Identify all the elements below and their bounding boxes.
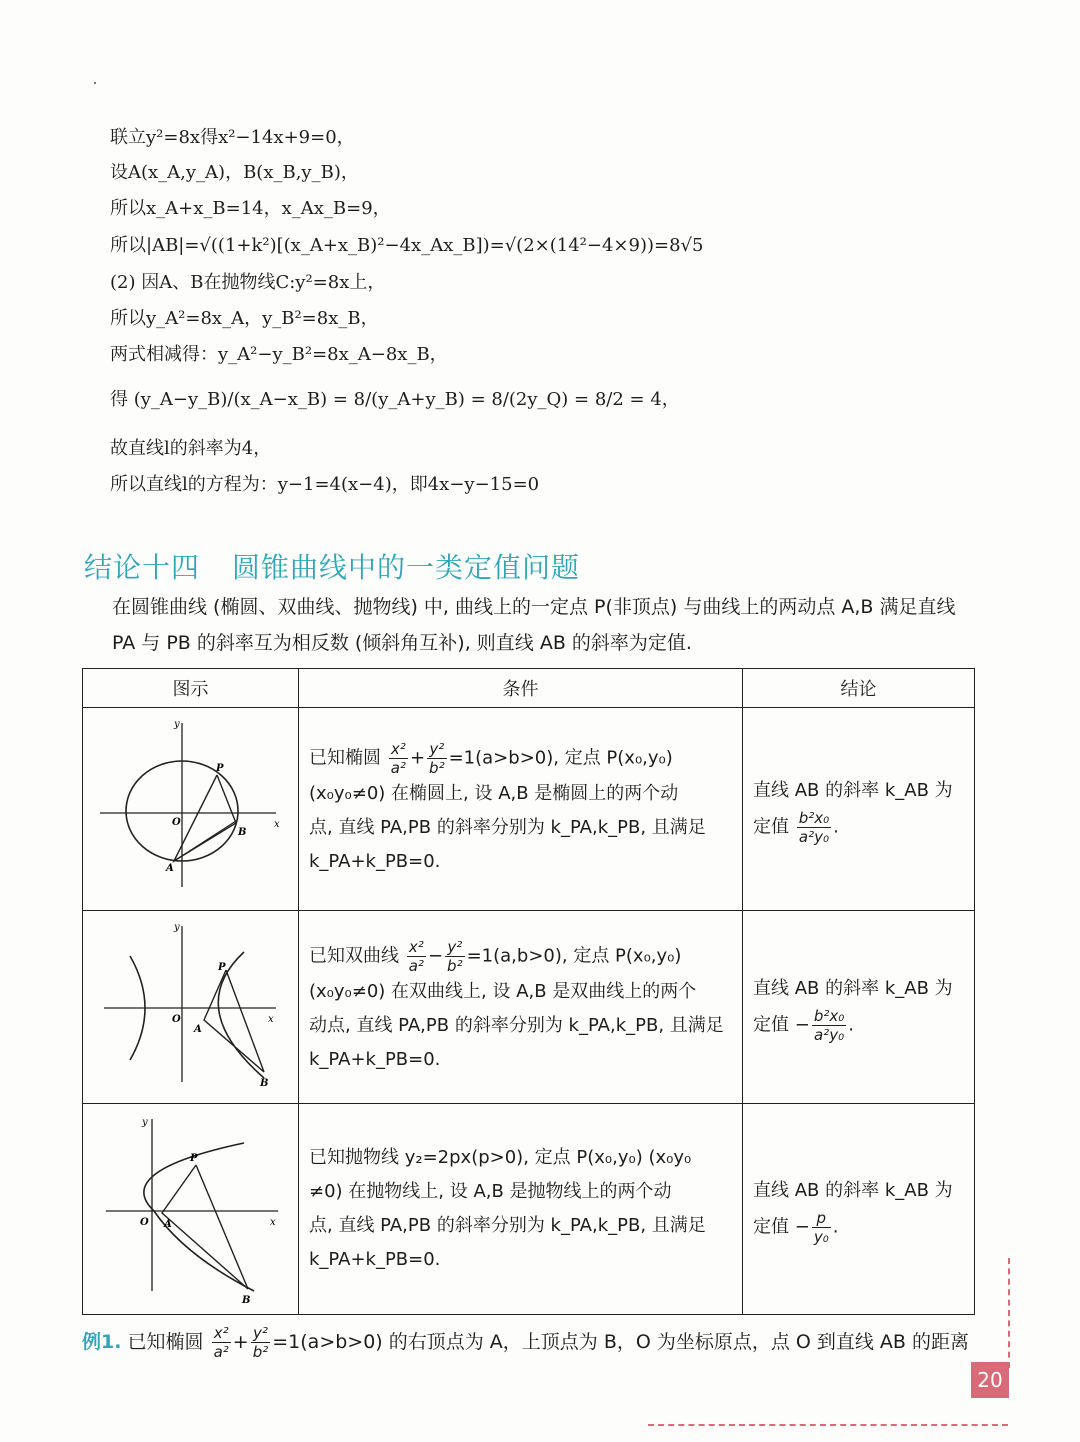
figure-cell-parabola [83,1104,299,1315]
hyperbola-figure [84,912,298,1098]
cond-line-2: ≠0) 在抛物线上, 设 A,B 是抛物线上的两个动 [309,1181,672,1202]
concl-line-2: 定值 $\frac{\text{b²x₀}}{\text{a²y₀}}$ . [753,808,839,846]
cond-line-3: 点, 直线 PA,PB 的斜率分别为 k_PA,k_PB, 且满足 [309,1215,706,1236]
frac-den: b² [252,1343,269,1361]
concl-line-2: 定值 − $\frac{p}{\text{y₀}}$ . [753,1208,839,1246]
plus-sign: + [232,1331,249,1353]
label-p: P [216,763,224,774]
solution-line-6: 所以y_A²=8x_A，y_B²=8x_B， [110,308,379,329]
label-origin: O [172,817,181,828]
frac-den: b² [429,758,445,777]
table-row-parabola [83,1104,975,1315]
conclusion-cell-hyperbola [743,911,975,1104]
example-text-post: =1(a>b>0) 的右顶点为 A，上顶点为 B，O 为坐标原点，点 O 到直线 AB 的距离 [272,1331,970,1353]
example-text-pre: 已知椭圆 [127,1331,204,1353]
parabola-curve [144,1143,254,1291]
cond-line-3: 点, 直线 PA,PB 的斜率分别为 k_PA,k_PB, 且满足 [309,816,706,838]
figure-cell-hyperbola [83,911,299,1104]
label-x: x [270,1217,276,1228]
frac-den: a² [408,956,424,975]
label-p: P [190,1153,198,1164]
cond-line-4: k_PA+k_PB=0. [309,850,441,872]
solution-line-2: 设A(x_A,y_A)，B(x_B,y_B)， [110,162,359,183]
frac-x2-a2 [407,938,426,975]
cond-line-2: (x₀y₀≠0) 在椭圆上, 设 A,B 是椭圆上的两个动 [309,782,679,804]
concl-line-2: 定值 − $\frac{\text{b²x₀}}{\text{a²y₀}}$ . [753,1006,854,1044]
solution-line-3: 所以x_A+x_B=14，x_Ax_B=9， [110,198,391,219]
frac-num: p [812,1209,831,1228]
cond-line-4: k_PA+k_PB=0. [309,1249,441,1270]
frac-num: x² [389,740,408,759]
conclusion-table [82,668,975,1315]
frac-den: a²y₀ [813,1025,845,1044]
frac-num: y² [427,740,447,759]
label-y: y [142,1117,148,1128]
frac-den: a² [390,758,406,777]
label-b: B [260,1078,269,1089]
concl-text: 定值 [753,1014,789,1035]
condition-cell-hyperbola [299,911,743,1104]
parabola-figure [84,1105,298,1309]
frac-num: x² [212,1324,231,1343]
concl-line-1: 直线 AB 的斜率 k_AB 为 [753,977,953,999]
label-p: P [218,962,226,973]
label-origin: O [140,1217,149,1228]
label-a: A [164,1219,172,1230]
label-x: x [268,1014,274,1025]
plus-sign: + [409,747,426,768]
minus-sign: − [427,945,444,966]
frac-den: a² [213,1343,229,1361]
cond-text: 已知双曲线 [309,945,399,966]
concl-text: 定值 [753,1216,789,1237]
concl-frac [797,809,831,846]
frac-num: y² [445,938,465,957]
solution-line-10: 所以直线l的方程为：y−1=4(x−4)，即4x−y−15=0 [110,474,540,495]
header-conclusion: 结论 [743,669,975,708]
cond-line-4: k_PA+k_PB=0. [309,1048,441,1070]
concl-sign: − [794,1014,810,1035]
frac-y2-b2 [427,740,447,777]
frac-x2-a2 [389,740,408,777]
label-a: A [194,1024,202,1035]
solution-line-4: 所以|AB|=√((1+k²)[(x_A+x_B)²−4x_Ax_B])=√(2×(14²−4×9))=8√5 [110,235,704,256]
solution-line-8: 得 (y_A−y_B)/(x_A−x_B) = 8/(y_A+y_B) = 8/(2y_Q) = 8/2 = 4， [110,389,680,410]
frac-num: b²x₀ [813,1006,845,1025]
section-number: 结论十四 [84,551,201,584]
concl-frac [812,1209,831,1246]
concl-line-1: 直线 AB 的斜率 k_AB 为 [753,1179,953,1201]
solution-line-1: 联立y²=8x得x²−14x+9=0， [110,127,355,148]
label-x: x [274,819,280,830]
frac-num: b²x₀ [798,808,830,827]
frac-den: y₀ [813,1227,829,1246]
cond-line-2: (x₀y₀≠0) 在双曲线上, 设 A,B 是双曲线上的两个 [309,980,697,1002]
label-origin: O [172,1014,181,1025]
label-a: A [166,863,174,874]
chord-triangle [162,1165,248,1289]
chord-triangle [174,775,236,861]
cond-line-3: 动点, 直线 PA,PB 的斜率分别为 k_PA,k_PB, 且满足 [309,1014,724,1036]
page-border-dashed-vertical [1008,1258,1010,1368]
conclusion-cell-parabola [743,1104,975,1315]
label-b: B [242,1295,251,1306]
header-figure: 图示 [83,669,299,708]
solution-line-5: (2) 因A、B在抛物线C:y²=8x上， [110,272,386,293]
table-row-ellipse [83,708,975,911]
concl-frac [812,1007,846,1044]
chord-triangle [204,970,264,1072]
conclusion-cell-ellipse [743,708,975,911]
frac-y2-b2 [445,938,465,975]
example-frac-y2-b2 [251,1324,271,1361]
section-intro-line-2: PA 与 PB 的斜率互为相反数 (倾斜角互补), 则直线 AB 的斜率为定值. [112,632,692,654]
table-row-hyperbola [83,911,975,1104]
concl-line-1: 直线 AB 的斜率 k_AB 为 [753,779,953,801]
concl-sign: − [794,1216,810,1237]
label-y: y [174,719,180,730]
section-title: 圆锥曲线中的一类定值问题 [232,551,581,584]
concl-text: 定值 [753,816,789,837]
solution-line-7: 两式相减得：y_A²−y_B²=8x_A−8x_B， [110,344,448,365]
page-speck [94,82,96,84]
label-b: B [238,827,247,838]
section-intro-line-1: 在圆锥曲线 (椭圆、双曲线、抛物线) 中, 曲线上的一定点 P(非顶点) 与曲线上的两动点 A,B 满足直线 [112,596,956,618]
cond-line-1 [309,938,732,975]
frac-den: a²y₀ [798,827,829,846]
example-frac-x2-a2 [212,1324,231,1361]
table-header-row [83,669,975,708]
page-border-dashed-horizontal [648,1424,1008,1426]
example-label: 例1. [82,1331,122,1353]
header-condition: 条件 [299,669,743,708]
frac-num: x² [407,938,426,957]
cond-text: =1(a,b>0), 定点 P(x₀,y₀) [466,945,682,966]
condition-cell-parabola [299,1104,743,1315]
figure-cell-ellipse [83,708,299,911]
page-number: 20 [971,1362,1009,1398]
cond-line-1 [309,740,732,777]
section-heading [84,546,580,586]
label-y: y [174,922,180,933]
frac-num: y² [251,1324,271,1343]
cond-line-1: 已知抛物线 y₂=2px(p>0), 定点 P(x₀,y₀) (x₀y₀ [309,1147,692,1168]
cond-text: 已知椭圆 [309,747,381,768]
ellipse-figure [84,709,298,905]
example-1 [82,1324,969,1361]
frac-den: b² [447,956,463,975]
cond-text: =1(a>b>0), 定点 P(x₀,y₀) [448,747,673,768]
condition-cell-ellipse [299,708,743,911]
solution-line-9: 故直线l的斜率为4， [110,438,272,459]
